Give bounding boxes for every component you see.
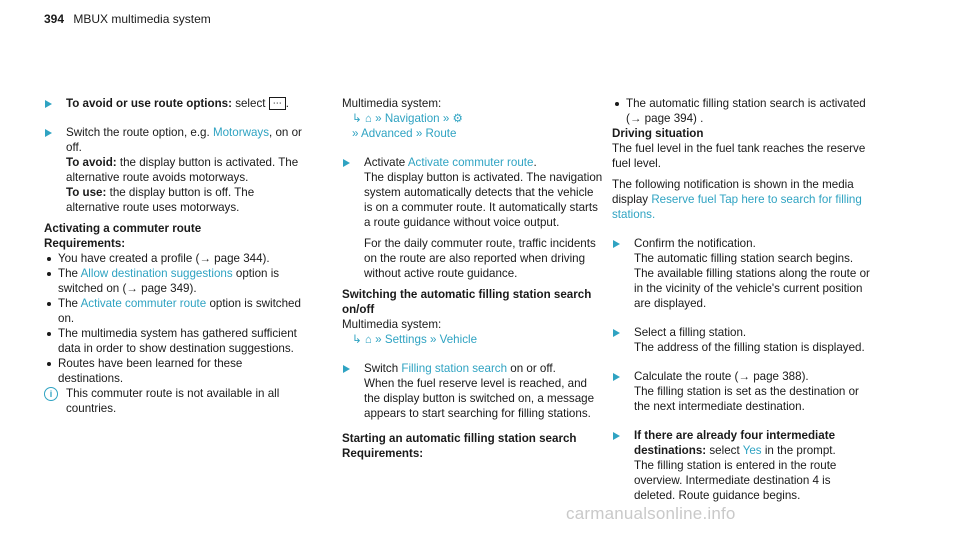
step-select-filling-station: Select a filling station. The address of the filling station is displayed. — [612, 325, 874, 355]
column-left — [44, 96, 306, 416]
step-arrow-icon — [613, 373, 620, 381]
menu-path: ↳ ⌂ » Settings » Vehicle — [352, 333, 478, 346]
list-item: The automatic filling station search is activated (→ page 394) . — [612, 96, 874, 126]
section-heading: Starting an automatic filling station search — [342, 432, 577, 445]
column-right: The automatic filling station search is activated (→ page 394) . Driving situation The fuel level in the fuel tank reaches the reserve fuel level. The following notification is shown in the media display Reserve fuel Tap here to search for filling stations. Confirm the notification. The automatic filling station search begins. The available filling stations along the route or in the vicinity of the vehicle's current position are displayed. Select a filling station. The address of the filling station is displayed. Calculate the route (→ page 388). The filling station is set as the destination or the next intermediate destination. If there are already four intermediate destinations: select Yes in the prompt. The filling station is entered in the route overview. Intermediate destination 4 is deleted. Route guidance begins. — [612, 96, 874, 503]
step-arrow-icon — [613, 432, 620, 440]
multimedia-system-label: Multimedia system: — [342, 318, 442, 331]
step-confirm-notification: Confirm the notification. The automatic filling station search begins. The available filling stations along the route or in the vicinity of the vehicle's current position are displayed. — [612, 236, 874, 311]
step-avoid-route-options: To avoid or use route options: select ⋯ . — [44, 96, 306, 111]
step-arrow-icon — [343, 365, 350, 373]
page-number: 394 — [44, 12, 65, 26]
requirements-label: Requirements: — [342, 447, 424, 460]
driving-situation-heading: Driving situation — [612, 127, 704, 140]
multimedia-system-label: Multimedia system: — [342, 97, 442, 110]
list-item: Routes have been learned for these destinations. — [44, 356, 306, 386]
section-heading: Switching the automatic filling station search on/off — [342, 288, 592, 316]
step-activate-commuter-route: Activate Activate commuter route. The display button is activated. The navigation system automatically detects that the vehicle is on a commuter route. It automatically starts a route guidance without voice output. For the daily commuter route, traffic incidents on the route are also reported when driving without active route guidance. — [342, 155, 604, 281]
page-title: MBUX multimedia system — [73, 12, 211, 26]
column-middle — [342, 96, 604, 461]
step-calculate-route: Calculate the route (→ page 388). The filling station is set as the destination or the next intermediate destination. — [612, 369, 874, 414]
info-icon: i — [44, 387, 58, 401]
requirements-label: Requirements: — [44, 237, 126, 250]
step-arrow-icon — [613, 329, 620, 337]
page-header — [44, 12, 211, 27]
motorways-option: Motorways — [212, 126, 270, 139]
list-item: The multimedia system has gathered sufficient data in order to show destination suggestions. — [44, 326, 306, 356]
step-arrow-icon — [613, 240, 620, 248]
step-arrow-icon — [45, 100, 52, 108]
more-options-key: ⋯ — [269, 97, 286, 110]
list-item: The Allow destination suggestions option is switched on (→ page 349). — [44, 266, 306, 296]
step-arrow-icon — [343, 159, 350, 167]
step-intermediate-destinations: If there are already four intermediate destinations: select Yes in the prompt. The filling station is entered in the route overview. Intermediate destination 4 is deleted. Route guidance begins. — [612, 428, 874, 503]
list-item: You have created a profile (→ page 344). — [44, 251, 306, 266]
watermark: carmanualsonline.info — [566, 504, 736, 523]
step-switch-filling-station-search: Switch Filling station search on or off. When the fuel reserve level is reached, and the display button is switched on, a message appears to start searching for filling stations. — [342, 361, 604, 421]
list-item: The Activate commuter route option is switched on. — [44, 296, 306, 326]
section-heading: Activating a commuter route — [44, 222, 202, 235]
step-switch-route-option: Switch the route option, e.g. Motorways, on or off. To avoid: the display button is activated. The alternative route avoids motorways. To use: the display button is off. The alternative route uses motorways. — [44, 125, 306, 215]
notification-text: Reserve fuel Tap here to search for filling stations. — [612, 193, 862, 221]
note: i This commuter route is not available in all countries. — [44, 386, 306, 416]
step-arrow-icon — [45, 129, 52, 137]
menu-path: ↳ ⌂ » Navigation » ⚙ » Advanced » Route — [352, 112, 463, 140]
